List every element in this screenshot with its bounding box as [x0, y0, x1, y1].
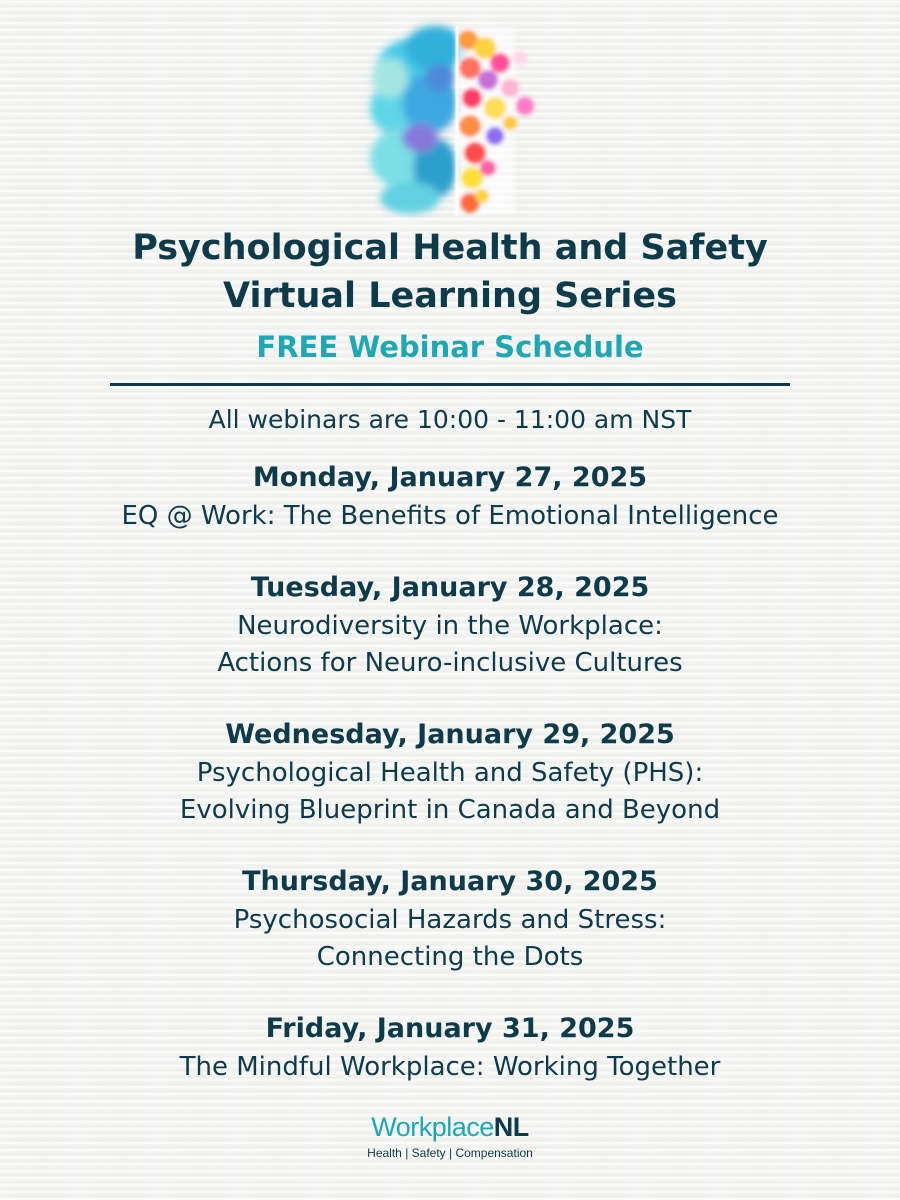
- session-topic: Psychological Health and Safety (PHS): Evolving Blueprint in Canada and Beyond: [179, 758, 721, 825]
- session-item: [0, 1009, 900, 1086]
- session-topic: Psychosocial Hazards and Stress: Connecting the Dots: [233, 905, 667, 972]
- session-date: Thursday, January 30, 2025: [242, 866, 658, 897]
- session-item: [0, 862, 900, 976]
- session-item: [0, 568, 900, 682]
- session-topic: EQ @ Work: The Benefits of Emotional Intelligence: [121, 501, 779, 531]
- subtitle: FREE Webinar Schedule: [256, 330, 644, 364]
- session-topic: The Mindful Workplace: Working Together: [179, 1052, 721, 1082]
- session-item: [0, 458, 900, 535]
- title-line-2: Virtual Learning Series: [223, 276, 677, 316]
- workplacenl-logo: [0, 1112, 900, 1160]
- session-date: Wednesday, January 29, 2025: [225, 719, 675, 750]
- title-line-1: Psychological Health and Safety: [132, 228, 768, 268]
- session-date: Friday, January 31, 2025: [265, 1013, 635, 1044]
- schedule-time-note: All webinars are 10:00 - 11:00 am NST: [208, 405, 692, 434]
- session-list: [0, 458, 900, 1119]
- logo-wordmark-part1: Workplace: [371, 1112, 494, 1142]
- logo-tagline: Health | Safety | Compensation: [367, 1146, 533, 1160]
- watercolor-head-profile-icon: [360, 18, 550, 218]
- session-date: Tuesday, January 28, 2025: [250, 572, 650, 603]
- logo-wordmark: [0, 1112, 900, 1142]
- session-date: Monday, January 27, 2025: [252, 462, 648, 493]
- session-topic: Neurodiversity in the Workplace: Actions for Neuro-inclusive Cultures: [217, 611, 683, 678]
- logo-wordmark-part2: NL: [493, 1112, 529, 1142]
- session-item: [0, 715, 900, 829]
- divider: [110, 383, 790, 386]
